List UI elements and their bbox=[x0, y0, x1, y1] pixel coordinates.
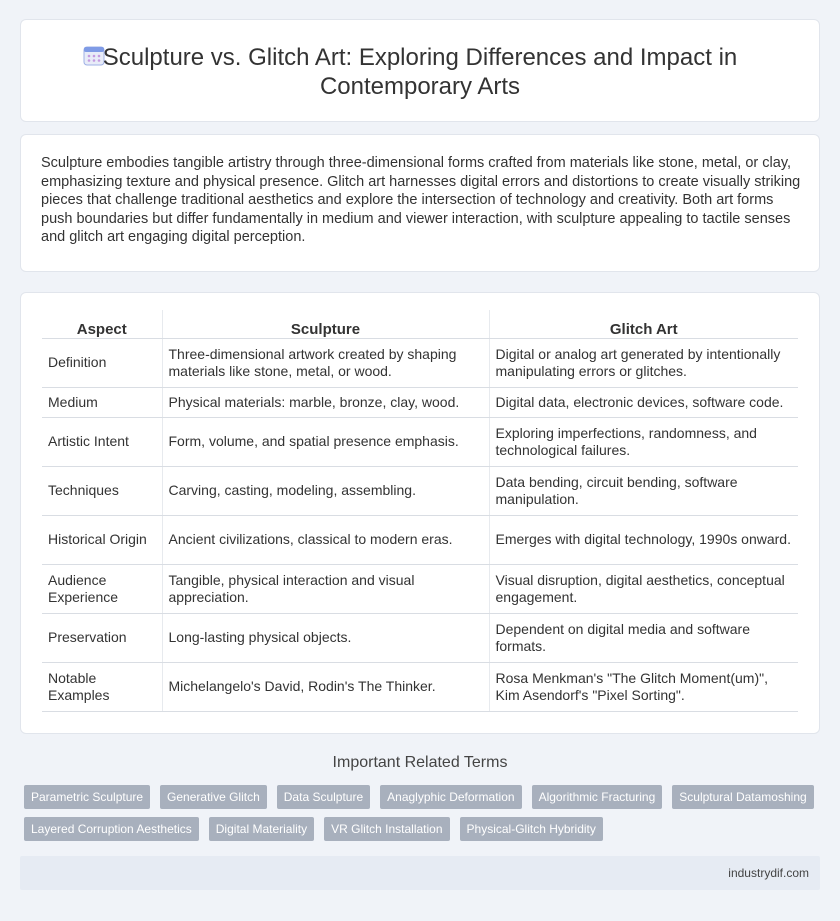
related-term-tag[interactable]: Generative Glitch bbox=[160, 785, 267, 809]
glitch-art-cell: Rosa Menkman's "The Glitch Moment(um)", Kim Asendorf's "Pixel Sorting". bbox=[489, 663, 798, 712]
sculpture-cell: Michelangelo's David, Rodin's The Thinker. bbox=[162, 663, 489, 712]
footer bbox=[20, 856, 820, 890]
sculpture-cell: Three-dimensional artwork created by shaping materials like stone, metal, or wood. bbox=[162, 339, 489, 388]
glitch-art-cell: Data bending, circuit bending, software manipulation. bbox=[489, 467, 798, 516]
sculpture-cell: Tangible, physical interaction and visual appreciation. bbox=[162, 565, 489, 614]
related-term-tag[interactable]: Algorithmic Fracturing bbox=[532, 785, 663, 809]
aspect-cell: Notable Examples bbox=[42, 663, 162, 712]
aspect-cell: Artistic Intent bbox=[42, 418, 162, 467]
aspect-cell: Preservation bbox=[42, 614, 162, 663]
related-term-tag[interactable]: Layered Corruption Aesthetics bbox=[24, 817, 199, 841]
table-row bbox=[42, 418, 798, 467]
sculpture-cell: Form, volume, and spatial presence emphasis. bbox=[162, 418, 489, 467]
title-card bbox=[20, 19, 820, 122]
related-term-tag[interactable]: Physical-Glitch Hybridity bbox=[460, 817, 603, 841]
intro-paragraph: Sculpture embodies tangible artistry through three-dimensional forms crafted from materials like stone, metal, or clay, emphasizing texture and physical presence. Glitch art harnesses digital errors and distortions to create visually striking pieces that challenge traditional aesthetics and explore the intersection of technology and creativity. Both art forms push boundaries but differ fundamentally in medium and viewer interaction, with sculpture appealing to tactile senses and glitch art engaging digital perception. bbox=[41, 155, 801, 245]
glitch-art-cell: Emerges with digital technology, 1990s onward. bbox=[489, 516, 798, 565]
table-row bbox=[42, 388, 798, 418]
related-terms-heading: Important Related Terms bbox=[332, 754, 508, 771]
table-header-row bbox=[42, 310, 798, 339]
aspect-cell: Medium bbox=[42, 388, 162, 418]
table-row bbox=[42, 467, 798, 516]
aspect-cell: Audience Experience bbox=[42, 565, 162, 614]
header-aspect: Aspect bbox=[42, 310, 162, 339]
related-term-tag[interactable]: Sculptural Datamoshing bbox=[672, 785, 813, 809]
related-terms-list bbox=[20, 785, 820, 849]
comparison-card bbox=[20, 292, 820, 734]
related-term-tag[interactable]: VR Glitch Installation bbox=[324, 817, 449, 841]
table-row bbox=[42, 565, 798, 614]
related-term-tag[interactable]: Data Sculpture bbox=[277, 785, 370, 809]
page-title: Sculpture vs. Glitch Art: Exploring Differences and Impact in Contemporary Arts bbox=[102, 44, 738, 100]
aspect-cell: Historical Origin bbox=[42, 516, 162, 565]
table-row bbox=[42, 663, 798, 712]
header-sculpture: Sculpture bbox=[162, 310, 489, 339]
related-term-tag[interactable]: Digital Materiality bbox=[209, 817, 314, 841]
glitch-art-cell: Dependent on digital media and software formats. bbox=[489, 614, 798, 663]
header-glitch-art: Glitch Art bbox=[489, 310, 798, 339]
related-term-tag[interactable]: Anaglyphic Deformation bbox=[380, 785, 521, 809]
related-term-tag[interactable]: Parametric Sculpture bbox=[24, 785, 150, 809]
sculpture-cell: Physical materials: marble, bronze, clay, wood. bbox=[162, 388, 489, 418]
intro-card bbox=[20, 134, 820, 272]
table-row bbox=[42, 614, 798, 663]
aspect-cell: Definition bbox=[42, 339, 162, 388]
glitch-art-cell: Exploring imperfections, randomness, and technological failures. bbox=[489, 418, 798, 467]
table-row bbox=[42, 339, 798, 388]
footer-site-link[interactable]: industrydif.com bbox=[728, 866, 809, 880]
aspect-cell: Techniques bbox=[42, 467, 162, 516]
sculpture-cell: Long-lasting physical objects. bbox=[162, 614, 489, 663]
comparison-table bbox=[42, 310, 798, 712]
sculpture-cell: Ancient civilizations, classical to modern eras. bbox=[162, 516, 489, 565]
glitch-art-cell: Digital or analog art generated by intentionally manipulating errors or glitches. bbox=[489, 339, 798, 388]
table-row bbox=[42, 516, 798, 565]
glitch-art-cell: Visual disruption, digital aesthetics, conceptual engagement. bbox=[489, 565, 798, 614]
sculpture-cell: Carving, casting, modeling, assembling. bbox=[162, 467, 489, 516]
glitch-art-cell: Digital data, electronic devices, software code. bbox=[489, 388, 798, 418]
